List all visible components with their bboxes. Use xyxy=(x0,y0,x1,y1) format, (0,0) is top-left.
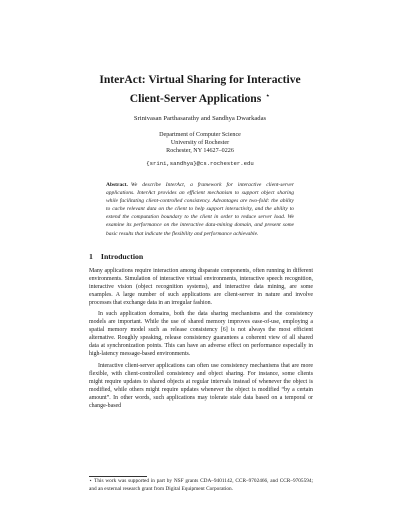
footnote xyxy=(89,478,313,493)
footnote-text: This work was supported in part by NSF grants CDA–9401142, CCR–9702466, and CCR–9705594; and an external research grant from Digital Equipment Corporation. xyxy=(89,478,313,492)
abstract-text: We describe InterAct, a framework for interactive client-server applications. InterAct provides an efficient mechanism to support object sharing while facilitating client-controlled consistency. Advantages are two-fold: the ability to cache relevant data on the client to help support interactivity, and the ability to extend the computation boundary to the client in order to reduce server load. We examine its performance on the interactive data-mining domain, and present some basic results that indicate the flexibility and performance achievable. xyxy=(106,182,294,237)
author-names: Srinivasan Parthasarathy and Sandhya Dwarkadas xyxy=(133,115,267,122)
author-email: {srini,sandhya}@cs.rochester.edu xyxy=(146,159,254,167)
body-text xyxy=(89,267,313,413)
paper-title xyxy=(40,72,360,106)
title-footnote-star: ⋆ xyxy=(265,90,271,100)
paragraph-3: Interactive client-server applications can often use consistency mechanisms that are more flexible, with client-controlled consistency and object sharing. For instance, some clients might require updates to shared objects at regular intervals instead of whenever the object is modified, while others might require updates whenever the object is modified “by a certain amount”. In other words, such applications may tolerate stale data based on a temporal or change-based xyxy=(89,362,313,409)
title-line-2 xyxy=(40,88,360,107)
abstract xyxy=(106,181,294,238)
footnote-rule xyxy=(89,476,147,477)
paragraph-2: In such application domains, both the data sharing mechanisms and the consistency models are important. While the use of shared memory improves ease-of-use, employing a spatial memory model such as release consistency [6] is not always the most efficient alternative. Roughly speaking, release consistency guarantees a coherent view of all shared data at synchronization points. This can have an adverse effect on performance especially in high-latency message-based environments. xyxy=(89,311,313,358)
affiliation-city: Rochester, NY 14627–0226 xyxy=(166,147,234,154)
title-line-2-text: Client-Server Applications xyxy=(129,91,262,105)
section-title: Introduction xyxy=(100,252,144,261)
section-heading-introduction xyxy=(89,252,143,261)
paragraph-1: Many applications require interaction among disparate components, often running in different environments. Simulation of interactive virtual environments, interactive speech recognition, interactive vision (object recognition systems), and interactive data mining, are some examples. A large number of such applications are client-server in nature and involve processes that exchange data in an irregular fashion. xyxy=(89,268,313,307)
affiliation-department: Department of Computer Science xyxy=(159,132,241,138)
title-line-1: InterAct: Virtual Sharing for Interactive xyxy=(99,73,301,86)
affiliation xyxy=(40,132,360,168)
footnote-mark: ⋆ xyxy=(89,479,93,484)
abstract-label: Abstract. xyxy=(106,182,128,188)
affiliation-university: University of Rochester xyxy=(170,139,230,146)
section-number: 1 xyxy=(89,252,93,261)
